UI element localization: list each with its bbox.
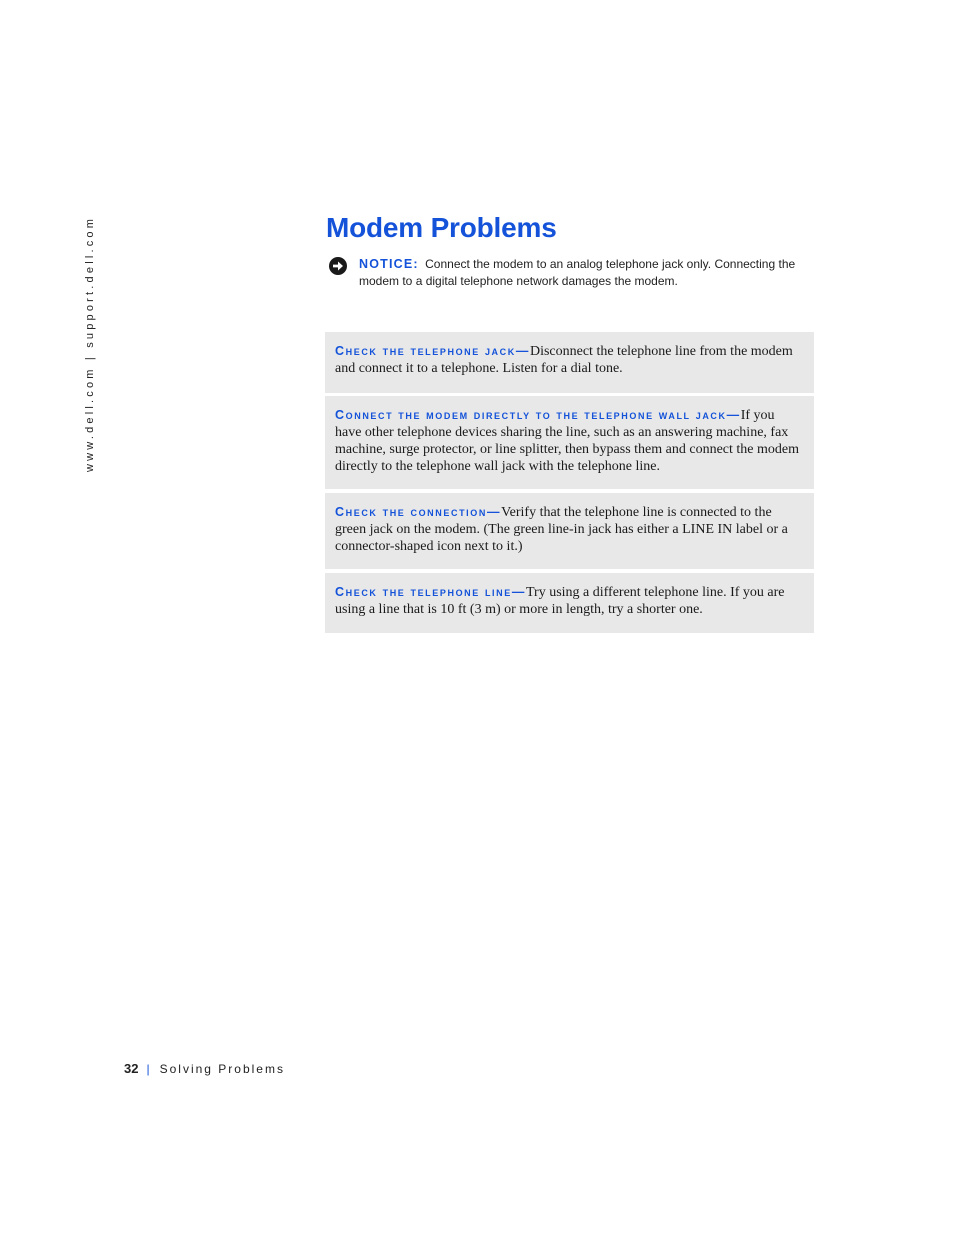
section-name: Solving Problems	[159, 1062, 285, 1076]
page-title: Modem Problems	[326, 212, 557, 243]
troubleshoot-item-telephone-jack	[325, 332, 814, 393]
footer-separator: |	[146, 1062, 150, 1076]
item-heading: Check the telephone line—	[335, 585, 526, 599]
troubleshoot-item-telephone-line	[325, 573, 814, 633]
troubleshoot-item-connection	[325, 493, 814, 569]
troubleshoot-item-wall-jack	[325, 396, 814, 489]
side-url: www.dell.com | support.dell.com	[84, 215, 96, 472]
notice-body	[359, 256, 808, 290]
arrow-circle-icon	[328, 256, 348, 276]
page-footer	[124, 1061, 285, 1076]
item-text: Verify that the telephone line is connected to the green jack on the modem. (The green line-in jack has either a LINE IN label or a connector-shaped icon next to it.)	[335, 505, 788, 554]
item-heading: Check the connection—	[335, 505, 502, 519]
item-text: If you have other telephone devices sharing the line, such as an answering machine, fax machine, surge protector, or line splitter, then bypass them and connect the modem directly to the telephone wall jack with the telephone line.	[335, 408, 799, 474]
item-text: Disconnect the telephone line from the modem and connect it to a telephone. Listen for a dial tone.	[335, 344, 793, 376]
item-text: Try using a different telephone line. If you are using a line that is 10 ft (3 m) or more in length, try a shorter one.	[335, 585, 785, 617]
item-heading: Check the telephone jack—	[335, 344, 530, 358]
notice	[328, 256, 808, 290]
item-heading: Connect the modem directly to the telephone wall jack—	[335, 408, 741, 422]
notice-text: Connect the modem to an analog telephone jack only. Connecting the modem to a digital telephone network damages the modem.	[359, 257, 796, 288]
notice-label: NOTICE:	[359, 257, 419, 271]
page-number: 32	[124, 1061, 139, 1076]
